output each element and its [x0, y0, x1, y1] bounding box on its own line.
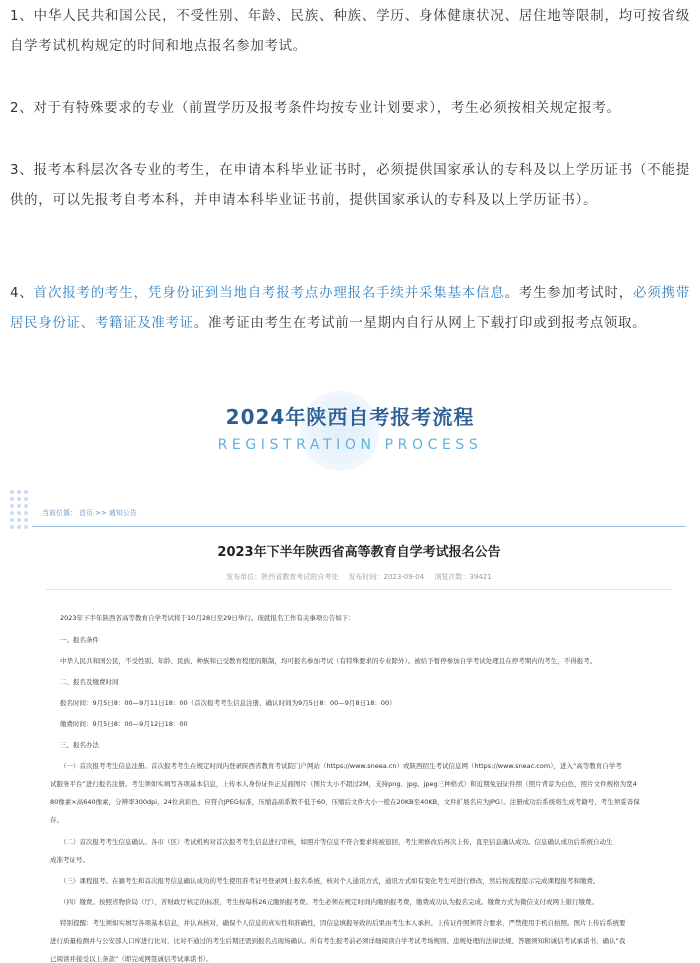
- notice-line: （四）缴费。按照省物价局（厅）、省财政厅核定的标准，考生按每科26元缴纳报考费。考生必须在规定时间内缴纳报考费，缴费成功认为报名完成。缴费方式为微信支付或网上银行缴费。: [60, 898, 599, 906]
- notice-line: 试服务平台”进行报名注册。考生须如实填写各项基本信息，上传本人身份证件正反面图片（图片大小不超过2M，支持png、jpg、jpeg三种格式）和近期免冠证件照（照片背景为白色，照片文件规格为宽4: [50, 780, 637, 788]
- notice-publisher: 发布单位：陕西省教育考试院自考处: [226, 573, 339, 581]
- notice-title: 2023年下半年陕西省高等教育自学考试报名公告: [217, 545, 501, 560]
- breadcrumb-home-link[interactable]: 首页: [79, 509, 93, 517]
- paragraph-4-text-2: 。准考证由考生在考试前一星期内自行从网上下载打印或到报考点领取。: [193, 316, 647, 331]
- notice-line: 80像素×高640像素，分辨率300dpi，24位真彩色，应符合JPEG标准，压缩品质系数不低于60，压缩后文件大小一般在20KB至40KB，文件扩展名应为JPG）。注册成功后系统将生成考籍号，考生须妥善保: [50, 798, 640, 806]
- notice-line: 2023年下半年陕西省高等教育自学考试将于10月28日至29日举行。现就报名工作有关事项公告如下：: [60, 614, 355, 622]
- paragraph-3: 3、报考本科层次各专业的考生，在申请本科毕业证书时，必须提供国家承认的专科及以上学历证书（不能提供的，可以先报考自考本科，并申请本科毕业证书前，提供国家承认的专科及以上学历证书）。: [10, 163, 690, 208]
- notice-line: 进行质量检测并与公安部人口库进行比对，比对不通过的考生后期还需到报名点现场确认。所有考生报考前必须详细阅读自学考试考场规则、违规处理的法律法规、答题须知和诚信考试承诺书，确认“我: [50, 937, 626, 945]
- notice-line: 存。: [50, 816, 63, 824]
- section-banner: [0, 385, 700, 480]
- breadcrumb-separator: >>: [95, 509, 107, 517]
- notice-line: 已阅读并接受以上条款”（即完成网签诚信考试承诺书）。: [50, 955, 213, 963]
- paragraph-4-highlight-1: 首次报考的考生，凭身份证到当地自考报考点办理报名手续并采集基本信息: [33, 286, 505, 301]
- notice-line: 报名时间：9月5日8：00—9月11日18：00（首次报考考生信息注册、确认时间为9月5日8：00—9月8日18：00）: [60, 699, 396, 707]
- notice-line: （二）首次报考考生信息确认。各市（区）考试机构对首次报考考生信息进行审核，如照片等信息不符合要求将被退回，考生须修改后再次上传，直至信息确认成功。信息确认成功后系统自动生: [60, 838, 613, 846]
- breadcrumb-prefix: 当前位置：: [42, 509, 77, 517]
- paragraph-1: 1、中华人民共和国公民，不受性别、年龄、民族、种族、学历、身体健康状况、居住地等限制，均可按省级自学考试机构规定的时间和地点报名参加考试。: [10, 9, 690, 54]
- paragraph-2: 2、对于有特殊要求的专业（前置学历及报考条件均按专业计划要求），考生必须按相关规定报考。: [10, 101, 621, 116]
- notice-views: 浏览次数：39421: [434, 573, 492, 581]
- banner-subtitle: REGISTRATION PROCESS: [217, 437, 483, 453]
- banner-title: 2024年陕西自考报考流程: [225, 405, 475, 429]
- paragraph-4-highlight-2: 必须携带居民身份证、考籍证及准考证: [10, 286, 690, 331]
- notice-line: 成准考证号。: [50, 856, 89, 864]
- paragraph-4-number: 4、: [10, 286, 34, 301]
- notice-line: 缴费时间：9月5日8：00—9月12日18：00: [60, 720, 188, 728]
- notice-line: 三、报名办法: [60, 741, 99, 749]
- notice-line: 特别提醒：考生须如实填写各项基本信息，并认真核对，确保个人信息的真实性和准确性，因信息填报导致的后果由考生本人承担。上传证件照须符合要求，严禁使用手机自拍照。图片上传后系统要: [60, 919, 626, 927]
- notice-line: 一、报名条件: [60, 636, 99, 644]
- paragraph-4: [10, 279, 690, 339]
- notice-line: （三）课程报考。在籍考生和首次报考信息确认成功的考生使用准考证号登录网上报名系统，核对个人通讯方式，通讯方式如有变化考生可进行修改，然后按流程提示完成课程报考和缴费。: [60, 877, 600, 885]
- breadcrumb-current[interactable]: 通知公告: [108, 509, 137, 517]
- notice-screenshot: [32, 503, 686, 963]
- notice-line: 二、报名及缴费时间: [60, 678, 119, 686]
- notice-line: 中华人民共和国公民，不受性别、年龄、民族、种族和已受教育程度的限制，均可报名参加考试（有特殊要求的专业除外）。被给予暂停参加自学考试处理且在停考期内的考生，不得报考。: [60, 657, 597, 665]
- breadcrumb: [32, 503, 686, 527]
- dot-grid-decoration: [10, 490, 32, 535]
- notice-meta: [32, 572, 686, 582]
- divider: [46, 589, 672, 590]
- paragraph-4-text-1: 。考生参加考试时，: [504, 286, 634, 301]
- notice-line: （一）首次报考考生信息注册。首次报考考生在规定时间内登录陕西省教育考试院门户网站（https://www.sneea.cn）或陕西招生考试信息网（https://www.sneac.com），进入“高等教育自学考: [60, 762, 622, 770]
- notice-publish-time: 发布时间：2023-09-04: [348, 573, 425, 581]
